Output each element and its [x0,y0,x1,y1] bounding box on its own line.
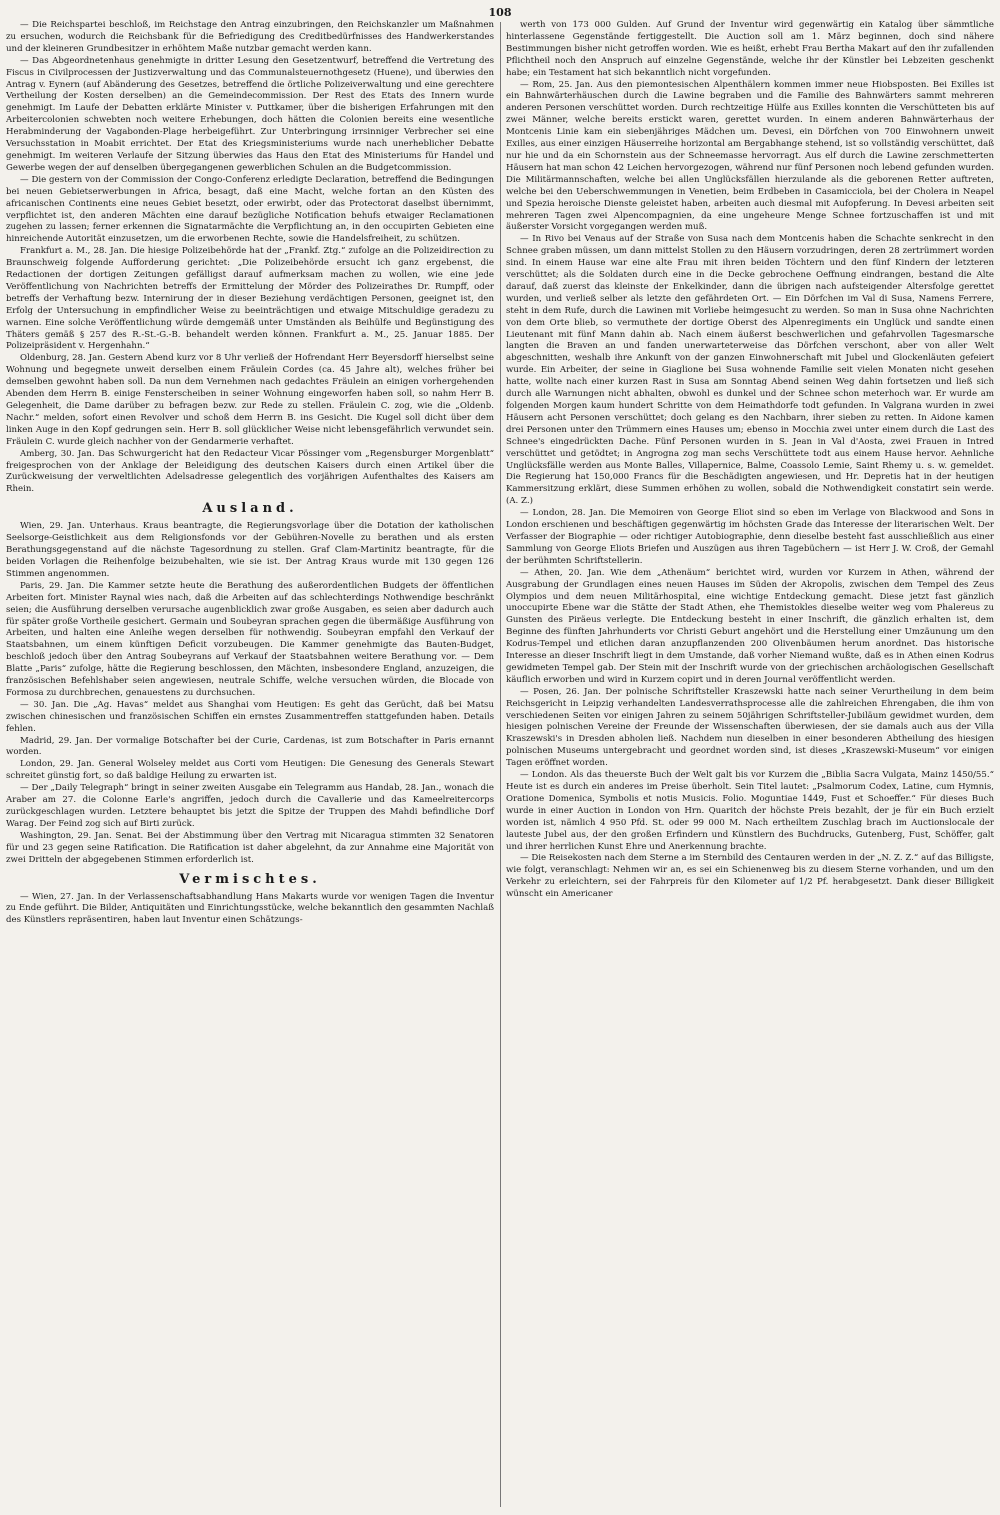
article-paragraph: — In Rivo bei Venaus auf der Straße von Susa nach dem Montcenis haben die Schachte senkrecht in den Schnee graben müssen, um dann mittelst Stollen zu den Häusern vorzudringen, deren 28 zertrümmert worden sind. In einem Hause war eine alte Frau mit ihren beiden Töchtern und den fünf Kindern der letzteren verschüttet; als die Soldaten durch eine in die Decke gebrochene Oeffnung eindrangen, bestand die Alte darauf, daß zuerst das kleinste der Enkelkinder, dann die übrigen nach aufsteigender Altersfolge gerettet wurden, und verließ selber als letzte den gefährdeten Ort. — Ein Dörfchen im Val di Susa, Namens Ferrere, steht in dem Rufe, durch die Lawinen mit Vorliebe heimgesucht zu werden. So man in Susa ohne Nachrichten von dem Orte blieb, so vermuthete der dortige Oberst des Alpenregiments ein Unglück und sandte einen Lieutenant mit fünf Mann dahin ab. Nach einem äußerst beschwerlichen und gefahrvollen Tagesmarsche langten die Braven an und fanden unerwarteterweise das Dörfchen verschont, aber von aller Welt abgeschnitten, weshalb ihre Ankunft von der ganzen Einwohnerschaft mit Jubel und Glockenläuten gefeiert wurde. Ein Arbeiter, der seine in Giaglione bei Susa wohnende Familie seit vielen Monaten nicht gesehen hatte, wollte nach einer kurzen Rast in Susa am Sonntag Abend seinen Weg dahin fortsetzen und ließ sich durch alle Warnungen nicht abhalten, obwohl es dunkel und der Schnee schon meterhoch war. Er wurde am folgenden Morgen kaum hundert Schritte von dem Heimathdorfe todt gefunden. In Valgrana wurden in zwei Häusern acht Personen verschüttet; doch gelang es den Nachbarn, ihrer sieben zu retten. In Aidone kamen drei Personen unter den Trümmern eines Hauses um; ebenso in Mocchia zwei unter einem durch die Last des Schnee's eingedrückten Dache. Fünf Personen wurden in S. Jean in Val d'Aosta, zwei Frauen in Intred verschüttet und getödtet; in Angrogna zog man sechs Verschüttete todt aus einem Hause hervor. Aehnliche Unglücksfälle werden aus Monte Balles, Villapernice, Balme, Coassolo Lemie, Saint Rhemy u. s. w. gemeldet. Die Regierung hat 150,000 Francs für die Beschädigten angewiesen, und Hr. Depretis hat in der heutigen Kammersitzung erklärt, diese Summen erhöhen zu wollen, sobald die Nothwendigkeit constatirt sein werde. (A. Z.) [506,234,994,507]
article-paragraph: — Posen, 26. Jan. Der polnische Schriftsteller Kraszewski hatte nach seiner Verurtheilung in dem beim Reichsgericht in Leipzig verhandelten Landesverrathsprocesse alle die zahlreichen Ehrengaben, die ihm von verschiedenen Seiten vor einigen Jahren zu seinem 50jährigen Schriftsteller-Jubiläum gewidmet wurden, dem hiesigen polnischen Vereine der Freunde der Wissenschaften überwiesen, der sie damals auch aus der Villa Kraszewski's in Dresden abholen ließ. Nachdem nun dieselben in einer besonderen Abtheilung des hiesigen polnischen Museums untergebracht und geordnet worden sind, ist dieses „Kraszewski-Museum“ vor einigen Tagen eröffnet worden. [506,686,994,769]
right-column [506,20,994,901]
article-paragraph: Washington, 29. Jan. Senat. Bei der Abstimmung über den Vertrag mit Nicaragua stimmten 32 Senatoren für und 23 gegen seine Ratification. Die Ratification ist daher abgelehnt, da zur Annahme eine Majorität von zwei Dritteln der abgegebenen Stimmen erforderlich ist. [6,830,494,865]
article-paragraph: Madrid, 29. Jan. Der vormalige Botschafter bei der Curie, Cardenas, ist zum Botschafter in Paris ernannt worden. [6,735,494,758]
article-paragraph: Wien, 29. Jan. Unterhaus. Kraus beantragte, die Regierungsvorlage über die Dotation der katholischen Seelsorge-Geistlichkeit aus dem Religionsfonds vor der Gebühren-Novelle zu berathen und als ersten Berathungsgegenstand auf die nächste Tagesordnung zu stellen. Graf Clam-Martinitz beantragte, für die beiden Vorlagen die Reihenfolge beizubehalten, wie sie ist. Der Antrag Kraus wurde mit 130 gegen 126 Stimmen angenommen. [6,521,494,579]
article-paragraph: — 30. Jan. Die „Ag. Havas“ meldet aus Shanghai vom Heutigen: Es geht das Gerücht, daß bei Matsu zwischen chinesischen und französischen Schiffen ein ernstes Zusammentreffen stattgefunden haben. Details fehlen. [6,699,494,734]
article-paragraph: — London, 28. Jan. Die Memoiren von George Eliot sind so eben im Verlage von Blackwood and Sons in London erschienen und beschäftigen gegenwärtig im höchsten Grade das Interesse der literarischen Welt. Der Verfasser der Biographie — oder richtiger Autobiographie, denn dieselbe besteht fast ausschließlich aus einer Sammlung von George Eliots Briefen und Auszügen aus ihren Tagebüchern — ist Herr J. W. Croß, der Gemahl der berühmten Schriftstellerin. [506,508,994,566]
article-paragraph: — Rom, 25. Jan. Aus den piemontesischen Alpenthälern kommen immer neue Hiobsposten. Bei Exilles ist ein Bahnwärterhäuschen durch die Lawine begraben und die Familie des Bahnwärters sammt mehreren anderen Personen verschüttet worden. Durch rechtzeitige Hülfe aus Exilles konnten die Verschütteten bis auf zwei Männer, welche bereits erstickt waren, gerettet wurden. In einem anderen Bahnwärterhaus der Montcenis Linie kam ein siebenjähriges Mädchen um. Devesi, ein Dörfchen von 700 Einwohnern unweit Exilles, aus einer einzigen Häuserreihe horizontal am Bergabhange stehend, ist so vollständig verschüttet, daß nur hie und da ein Schornstein aus der Schneemasse hervorragt. Aus elf durch die Lawine zerschmetterten Häusern hat man schon 42 Leichen hervorgezogen, während nur fünf Personen noch lebend gefunden wurden. Die Militärmannschaften, welche bei allen Unglücksfällen hierzulande als die geborenen Retter auftreten, welche bei den Ueberschwemmungen in Venetien, beim Erdbeben in Casamicciola, bei der Cholera in Neapel und Spezia heroische Dienste geleistet haben, arbeiten auch diesmal mit Aufopferung. In Devesi arbeiten seit mehreren Tagen zwei Alpencompagnien, da eine ungeheure Menge Schnee fortzuschaffen ist und mit äußerster Vorsicht vorgegangen werden muß. [506,79,994,233]
page-number: 108 [488,6,512,19]
article-paragraph: London, 29. Jan. General Wolseley meldet aus Corti vom Heutigen: Die Genesung des Generals Stewart schreitet günstig fort, so daß baldige Heilung zu erwarten ist. [6,759,494,782]
article-paragraph: — Die gestern von der Commission der Congo-Conferenz erledigte Declaration, betreffend die Bedingungen bei neuen Gebietserwerbungen in Africa, besagt, daß eine Macht, welche fortan an den Küsten des africanischen Continents eine neues Gebiet besetzt, oder erwirbt, oder das Protectorat daselbst übernimmt, verpflichtet ist, den anderen Mächten eine darauf bezügliche Notification behufs etwaiger Reclamationen zugehen zu lassen; ferner erkennen die Signatarmächte die Verpflichtung an, in den occupirten Gebieten eine hinreichende Autorität einzusetzen, um die erworbenen Rechte, sowie die Handelsfreiheit, zu schützen. [6,174,494,245]
article-paragraph: — Wien, 27. Jan. In der Verlassenschaftsabhandlung Hans Makarts wurde vor wenigen Tagen die Inventur zu Ende geführt. Die Bilder, Antiquitäten und Einrichtungsstücke, welche bekanntlich den gesammten Nachlaß des Künstlers repräsentiren, haben laut Inventur einen Schätzungs- [6,891,494,926]
article-paragraph: — Die Reisekosten nach dem Sterne a im Sternbild des Centauren werden in der „N. Z. Z.“ auf das Billigste, wie folgt, veranschlagt: Nehmen wir an, es sei ein Schienenweg bis zu diesem Sterne vorhanden, und um den Verkehr zu erleichtern, sei der Fahrpreis für den Kilometer auf 1/2 Pf. herabgesetzt. Dank dieser Billigkeit wünscht ein Americaner [506,853,994,900]
section-heading: Ausland. [202,501,298,517]
article-paragraph: — London. Als das theuerste Buch der Welt galt bis vor Kurzem die „Biblia Sacra Vulgata, Mainz 1450/55.“ Heute ist es durch ein anderes im Preise überholt. Sein Titel lautet: „Psalmorum Codex, Latine, cum Hymnis, Oratione Domenica, Symbolis et notis Musicis. Folio. Moguntiae 1449, Fust et Schoeffer.“ Für dieses Buch wurde in einer Auction in London von Hrn. Quaritch der höchste Preis bezahlt, der je für ein Buch erzielt worden ist, nämlich 4 950 Pfd. St. oder 99 000 M. Nach ertheiltem Zuschlag brach im Auctionslocale der lauteste Jubel aus, der den großen Erfindern und Künstlern des Buchdrucks, Gutenberg, Fust, Schöffer, galt und ihrer herrlichen Kunst Ehre und Anerkennung brachte. [506,770,994,852]
column-divider [500,22,501,1507]
article-paragraph: — Der „Daily Telegraph“ bringt in seiner zweiten Ausgabe ein Telegramm aus Handab, 28. Jan., wonach die Araber am 27. die Colonne Earle's angriffen, jedoch durch die Cavallerie und das Kameelreitercorps zurückgeschlagen wurden. Letztere behauptet bis jetzt die Spitze der Truppen des Mahdi befindliche Dorf Warag. Der Feind zog sich auf Birti zurück. [6,783,494,829]
article-paragraph: — Das Abgeordnetenhaus genehmigte in dritter Lesung den Gesetzentwurf, betreffend die Vertretung des Fiscus in Civilprocessen der Justizverwaltung und das Communalsteuernothgesetz (Huene), und überwies den Antrag v. Eynern (auf Abänderung des Gesetzes, betreffend die örtliche Polizeiverwaltung und eine gerechtere Vertheilung der Kosten derselben) an die Gemeindecommission. Der Rest des Etats des Innern wurde genehmigt. Im Laufe der Debatten erklärte Minister v. Puttkamer, über die bisherigen Erfahrungen mit den Arbeitercolonien schwebten noch weitere Erhebungen, doch hätten die Colonien bereits eine wesentliche Herabminderung der Vagabonden-Plage herbeigeführt. Zur Unterbringung irrsinniger Verbrecher sei eine Versuchsstation in Moabit errichtet. Der Etat des Kriegsministeriums wurde nach unerheblicher Debatte genehmigt. Im weiteren Verlaufe der Sitzung überwies das Haus den Etat des Ministeriums für Handel und Gewerbe wegen der auf denselben übergegangenen gewerblichen Schulen an die Budgetcommission. [6,55,494,173]
article-paragraph: werth von 173 000 Gulden. Auf Grund der Inventur wird gegenwärtig ein Katalog über sämmtliche hinterlassene Gegenstände fertiggestellt. Die Auction soll am 1. März beginnen, doch sind nähere Bestimmungen bisher nicht getroffen worden. Wie es heißt, erhebt Frau Bertha Makart auf den ihr zufallenden Pflichtheil noch den Anspruch auf einzelne Gegenstände, welche ihr der Künstler bei Lebzeiten geschenkt habe; ein Testament hat sich bekanntlich nicht vorgefunden. [506,20,994,78]
section-heading: Vermischtes. [179,871,321,887]
article-paragraph: Frankfurt a. M., 28. Jan. Die hiesige Polizeibehörde hat der „Frankf. Ztg.“ zufolge an die Polizeidirection zu Braunschweig folgende Aufforderung gerichtet: „Die Polizeibehörde ersucht ich ganz ergebenst, die Redactionen der dortigen Zeitungen gefälligst darauf aufmerksam machen zu wollen, wie eine jede Veröffentlichung von Nachrichten betreffs der Ermittelung der Mörder des Polizeirathes Dr. Rumpff, oder betreffs der Verhaftung bezw. Internirung der in dieser Beziehung verdächtigen Personen, geeignet ist, den Erfolg der Untersuchung in empfindlicher Weise zu beeinträchtigen und etwaige Mitschuldige geradezu zu warnen. Eine solche Veröffentlichung würde demgemäß unter Umständen als Beihülfe und Begünstigung des Thäters gemäß § 257 des R.-St.-G.-B. behandelt werden können. Frankfurt a. M., 25. Januar 1885. Der Polizeipräsident v. Hergenhahn.“ [6,246,494,352]
article-paragraph: — Athen, 20. Jan. Wie dem „Athenäum“ berichtet wird, wurden vor Kurzem in Athen, während der Ausgrabung der Grundlagen eines neuen Hauses im Süden der Akropolis, zwischen dem Tempel des Zeus Olympios und dem neuen Militärhospital, eine wichtige Entdeckung gemacht. Diese jetzt fast gänzlich unoccupirte Ebene war die Stätte der Stadt Athen, ehe Themistokles dieselbe weiter weg vom Phalereus zu Gunsten des Piräeus verlegte. Die Entdeckung besteht in einer Inschrift, die gänzlich erhalten ist, dem Beginne des fünften Jahrhunderts vor Christi Geburt angehört und die Herstellung einer Umzäunung um den Kodrus-Tempel und etlichen daran anzupflanzenden 200 Olivenbäumen herum anordnet. Das historische Interesse an dieser Inschrift liegt in dem Umstande, daß vorher Niemand wußte, daß es in Athen einen Kodrus gewidmeten Tempel gab. Der Stein mit der Inschrift wurde von der griechischen archäologischen Gesellschaft käuflich erworben und wird in Kurzem copirt und in deren Journal veröffentlicht werden. [506,567,994,685]
article-paragraph: Oldenburg, 28. Jan. Gestern Abend kurz vor 8 Uhr verließ der Hofrendant Herr Beyersdorff hierselbst seine Wohnung und begegnete unweit derselben einem Fräulein Cordes (ca. 45 Jahre alt), welches früher bei demselben gewohnt haben soll. Da nun dem Vernehmen nach gedachtes Fräulein an einigen vorhergehenden Abenden dem Herrn B. einige Fensterscheiben in seiner Wohnung eingeworfen haben soll, so nahm Herr B. Gelegenheit, die Dame darüber zu befragen bezw. zur Rede zu stellen. Fräulein C. zog, wie die „Oldenb. Nachr.“ melden, sofort einen Revolver und schoß dem Herrn B. ins Gesicht. Die Kugel soll dicht über dem linken Auge in den Kopf gedrungen sein. Herr B. soll glücklicher Weise nicht lebensgefährlich verwundet sein. Fräulein C. wurde gleich nachher von der Gendarmerie verhaftet. [6,353,494,447]
article-paragraph: Paris, 29. Jan. Die Kammer setzte heute die Berathung des außerordentlichen Budgets der öffentlichen Arbeiten fort. Minister Raynal wies nach, daß die Arbeiten auf das schlechterdings Nothwendige beschränkt seien; die Ausführung derselben verursache augenblicklich zwar große Ausgaben, es seien aber dadurch auch für später große Vortheile gesichert. Germain und Soubeyran sprachen gegen die übermäßige Ausführung von Arbeiten, und halten eine Anleihe wegen derselben für nothwendig. Soubeyran empfahl den Verkauf der Staatsbahnen, um einem künftigen Deficit vorzubeugen. Die Kammer genehmigte das Bauten-Budget, beschloß jedoch über den Antrag Soubeyrans auf Verkauf der Staatsbahnen weitere Berathung vor. — Dem Blatte „Paris“ zufolge, hätte die Regierung beschlossen, den Mächten, insbesondere England, anzuzeigen, die französischen Befehlshaber seien angewiesen, neutrale Schiffe, welche versuchen würden, die Blocade von Formosa zu durchbrechen, genauestens zu durchsuchen. [6,580,494,698]
article-paragraph: Amberg, 30. Jan. Das Schwurgericht hat den Redacteur Vicar Pössinger vom „Regensburger Morgenblatt“ freigesprochen von der Anklage der Beleidigung des deutschen Kaisers durch einen Artikel über die Zurückweisung der verweltlichten Adelsadresse gelegentlich des vorjährigen Aufenthaltes des Kaisers am Rhein. [6,448,494,495]
article-paragraph: — Die Reichspartei beschloß, im Reichstage den Antrag einzubringen, den Reichskanzler um Maßnahmen zu ersuchen, wodurch die Reichsbank für die Befriedigung des Creditbedürfnisses des Handwerkerstandes und der kleineren Grundbesitzer in erhöhtem Maße nutzbar gemacht werden kann. [6,20,494,54]
left-column [6,20,494,927]
